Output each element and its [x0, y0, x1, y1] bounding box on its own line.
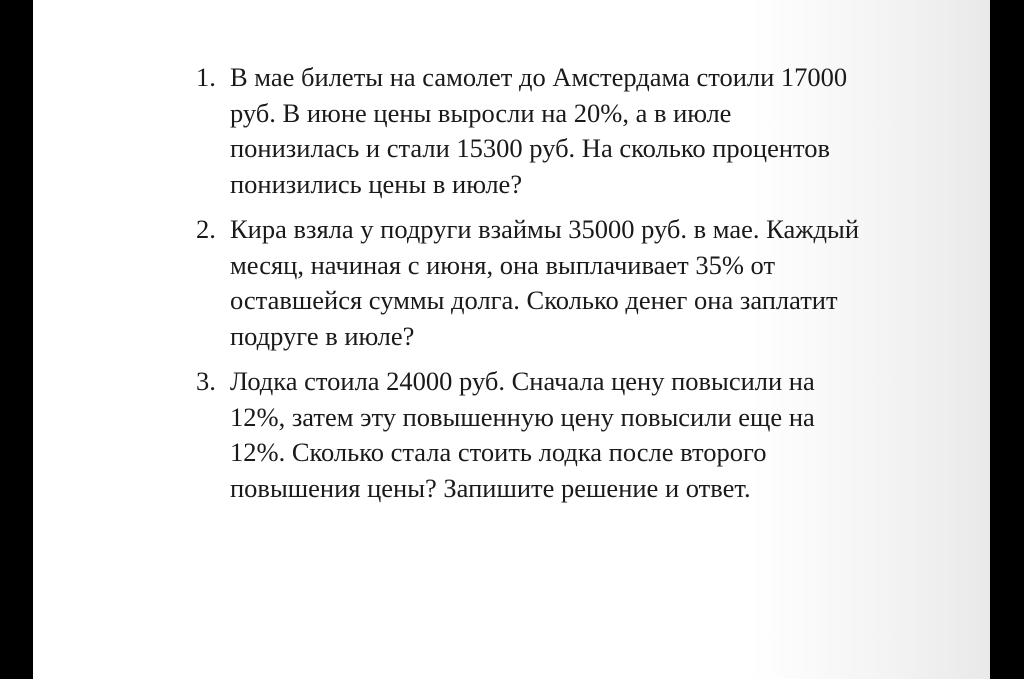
- task-line: 12%. Сколько стала стоить лодка после второго: [230, 437, 767, 467]
- task-text: [230, 212, 936, 354]
- task-line: понизилась и стали 15300 руб. На сколько процентов: [230, 133, 831, 163]
- task-line: В мае билеты на самолет до Амстердама стоили 17000: [230, 62, 848, 92]
- task-item-3: [196, 364, 936, 506]
- task-line: Кира взяла у подруги взаймы 35000 руб. в мае. Каждый: [230, 214, 860, 244]
- task-line: Лодка стоила 24000 руб. Сначала цену повысили на: [230, 366, 815, 396]
- task-text: [230, 60, 936, 202]
- task-list: [196, 60, 936, 516]
- task-item-1: [196, 60, 936, 202]
- task-line: оставшейся суммы долга. Сколько денег она заплатит: [230, 285, 838, 315]
- task-line: повышения цены? Запишите решение и ответ.: [230, 472, 751, 503]
- task-line: подруге в июле?: [230, 320, 415, 351]
- task-item-2: [196, 212, 936, 354]
- task-number: 3.: [196, 366, 216, 396]
- task-line: понизились цены в июле?: [230, 168, 523, 199]
- slide: [33, 0, 990, 679]
- task-number: 2.: [196, 214, 216, 244]
- task-line: 12%, затем эту повышенную цену повысили еще на: [230, 401, 815, 432]
- task-text: [230, 364, 936, 506]
- task-line: месяц, начиная с июня, она выплачивает 35% от: [230, 249, 776, 280]
- task-number: 1.: [196, 62, 216, 92]
- task-line: руб. В июне цены выросли на 20%, а в июле: [230, 97, 732, 128]
